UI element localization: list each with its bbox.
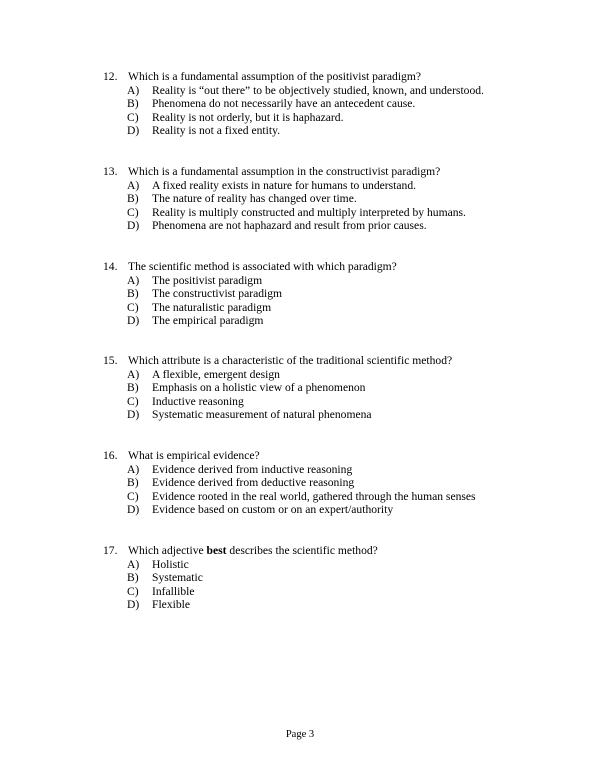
option-b <box>127 381 583 395</box>
option-letter: D) <box>127 503 140 517</box>
option-letter: B) <box>127 287 139 301</box>
option-letter: C) <box>127 110 139 124</box>
question-stem <box>103 544 583 558</box>
option-c <box>127 206 583 220</box>
option-text: Reality is multiply constructed and multiply interpreted by humans. <box>152 205 466 219</box>
option-c <box>127 395 583 409</box>
option-b <box>127 287 583 301</box>
option-letter: A) <box>127 557 140 571</box>
option-text: Evidence derived from deductive reasoning <box>152 476 355 490</box>
option-text: The naturalistic paradigm <box>152 300 272 314</box>
option-letter: C) <box>127 205 139 219</box>
question-number: 17. <box>103 544 118 557</box>
option-letter: A) <box>127 462 140 476</box>
option-text: The constructivist paradigm <box>152 287 283 301</box>
option-text: Holistic <box>152 557 189 571</box>
option-text: Evidence based on custom or on an expert/authority <box>152 503 394 517</box>
option-text: Systematic <box>152 571 203 585</box>
option-letter: A) <box>127 367 140 381</box>
question-16 <box>103 449 583 517</box>
option-d <box>127 219 583 233</box>
question-text: Which is a fundamental assumption in the constructivist paradigm? <box>128 165 441 178</box>
option-letter: D) <box>127 598 140 612</box>
option-a <box>127 179 583 193</box>
option-text: Reality is not orderly, but it is haphazard. <box>152 110 344 124</box>
option-d <box>127 598 583 612</box>
option-text: Infallible <box>152 584 195 598</box>
question-number: 15. <box>103 354 118 367</box>
question-number: 13. <box>103 165 118 178</box>
question-12 <box>103 70 583 138</box>
option-letter: A) <box>127 83 140 97</box>
option-text: The empirical paradigm <box>152 314 264 328</box>
option-list <box>127 368 583 422</box>
option-letter: A) <box>127 178 140 192</box>
option-b <box>127 97 583 111</box>
option-a <box>127 368 583 382</box>
option-letter: B) <box>127 476 139 490</box>
option-letter: B) <box>127 192 139 206</box>
option-c <box>127 585 583 599</box>
option-letter: C) <box>127 394 139 408</box>
option-text: Emphasis on a holistic view of a phenomenon <box>152 381 366 395</box>
question-number: 16. <box>103 449 118 462</box>
question-13 <box>103 165 583 233</box>
question-stem <box>103 165 583 179</box>
option-text: Reality is “out there” to be objectively studied, known, and understood. <box>152 83 484 97</box>
option-letter: B) <box>127 571 139 585</box>
question-text-emphasis: best <box>206 544 227 557</box>
option-text: A flexible, emergent design <box>152 367 280 381</box>
option-text: A fixed reality exists in nature for humans to understand. <box>152 178 417 192</box>
page-number: Page 3 <box>285 729 315 740</box>
question-text: Which is a fundamental assumption of the positivist paradigm? <box>128 70 422 83</box>
option-list <box>127 463 583 517</box>
option-text: Evidence rooted in the real world, gathered through the human senses <box>152 489 476 503</box>
question-text: What is empirical evidence? <box>128 449 260 462</box>
option-c <box>127 490 583 504</box>
option-text: Inductive reasoning <box>152 394 244 408</box>
option-c <box>127 301 583 315</box>
option-letter: B) <box>127 381 139 395</box>
question-text: The scientific method is associated with which paradigm? <box>128 260 397 273</box>
question-15 <box>103 354 583 422</box>
option-text: Flexible <box>152 598 190 612</box>
option-letter: D) <box>127 408 140 422</box>
option-a <box>127 463 583 477</box>
question-stem <box>103 260 583 274</box>
option-a <box>127 558 583 572</box>
option-text: Phenomena are not haphazard and result from prior causes. <box>152 219 427 233</box>
option-letter: C) <box>127 489 139 503</box>
option-text: Phenomena do not necessarily have an antecedent cause. <box>152 97 416 111</box>
question-stem <box>103 449 583 463</box>
option-b <box>127 571 583 585</box>
option-b <box>127 476 583 490</box>
option-letter: A) <box>127 273 140 287</box>
option-c <box>127 111 583 125</box>
question-number: 14. <box>103 260 118 273</box>
option-letter: D) <box>127 219 140 233</box>
option-d <box>127 408 583 422</box>
option-d <box>127 314 583 328</box>
option-list <box>127 558 583 612</box>
question-stem <box>103 70 583 84</box>
option-letter: C) <box>127 584 139 598</box>
option-text: Evidence derived from inductive reasoning <box>152 462 353 476</box>
question-stem <box>103 354 583 368</box>
question-14 <box>103 260 583 328</box>
question-text-after: describes the scientific method? <box>226 544 378 557</box>
option-text: Systematic measurement of natural phenomena <box>152 408 372 422</box>
option-a <box>127 84 583 98</box>
option-text: The positivist paradigm <box>152 273 263 287</box>
question-text: Which attribute is a characteristic of the traditional scientific method? <box>128 354 453 367</box>
question-text-before: Which adjective <box>128 544 207 557</box>
option-a <box>127 274 583 288</box>
option-letter: B) <box>127 97 139 111</box>
option-letter: D) <box>127 124 140 138</box>
option-list <box>127 84 583 138</box>
option-letter: D) <box>127 314 140 328</box>
question-17 <box>103 544 583 612</box>
option-letter: C) <box>127 300 139 314</box>
option-d <box>127 503 583 517</box>
option-b <box>127 192 583 206</box>
question-number: 12. <box>103 70 118 83</box>
option-text: Reality is not a fixed entity. <box>152 124 281 138</box>
option-list <box>127 274 583 328</box>
option-d <box>127 124 583 138</box>
option-text: The nature of reality has changed over time. <box>152 192 357 206</box>
option-list <box>127 179 583 233</box>
